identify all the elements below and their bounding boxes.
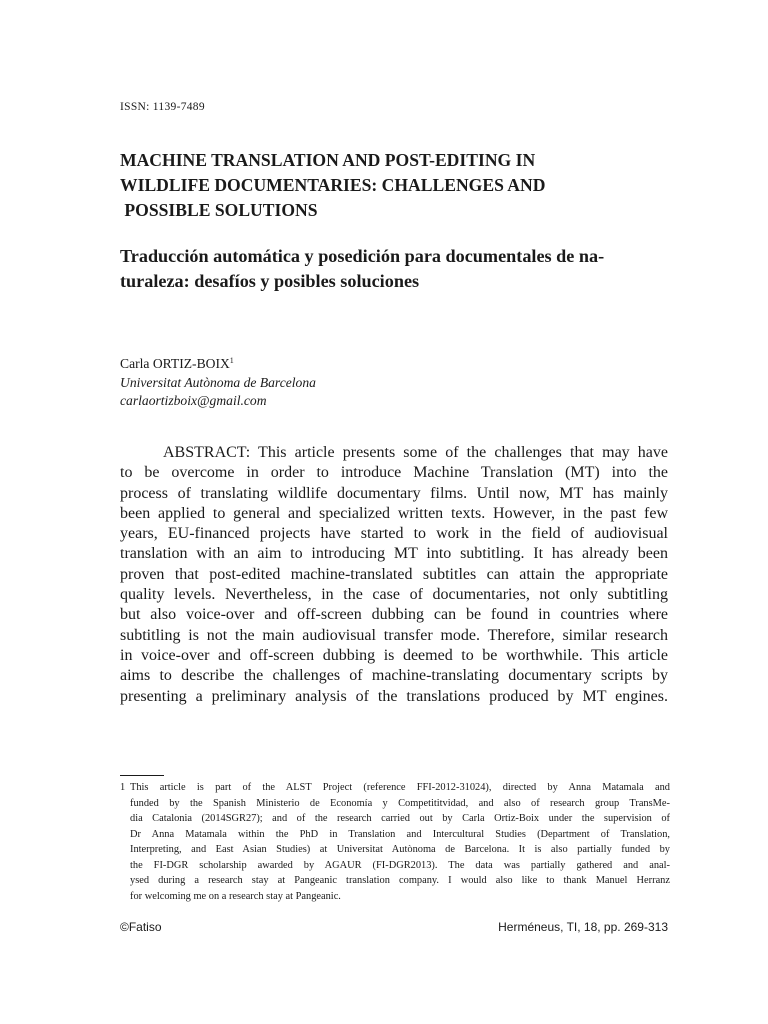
- abstract-line: subtitling is not the main audiovisual transfer mode. Therefore, similar research: [120, 626, 668, 644]
- article-title-spanish: [120, 244, 675, 294]
- abstract-line: presenting a preliminary analysis of the translations produced by MT engines.: [120, 687, 668, 705]
- abstract-line: years, EU-financed projects have started to work in the field of audiovisual: [120, 525, 668, 543]
- abstract-paragraph: [120, 443, 668, 707]
- author-name: Carla ORTIZ-BOIX: [120, 356, 230, 371]
- author-affiliation: Universitat Autònoma de Barcelona: [120, 374, 316, 390]
- abstract-line: ABSTRACT: This article presents some of the challenges that may have: [163, 444, 668, 461]
- footnote-line: funded by the Spanish Ministerio de Economía y Competititvidad, and also of research group TransMe-: [130, 797, 670, 809]
- abstract-line: process of translating wildlife documentary films. Until now, MT has mainly: [120, 484, 668, 502]
- title-es-line: Traducción automática y posedición para documentales de na-: [120, 246, 605, 266]
- issn-label: ISSN: 1139-7489: [120, 101, 205, 113]
- title-en-line: POSSIBLE SOLUTIONS: [120, 200, 318, 220]
- footnote-divider: [120, 775, 164, 776]
- footnote-line: Dr Anna Matamala within the PhD in Translation and Intercultural Studies (Department of Translation,: [130, 828, 670, 840]
- footer-citation: Herméneus, TI, 18, pp. 269-313: [498, 920, 668, 934]
- footnote-line: the FI-DGR scholarship awarded by AGAUR (FI-DGR2013). The data was partially gathered and anal-: [130, 859, 670, 871]
- author-block: [120, 352, 316, 411]
- abstract-line: translation with an aim to introducing MT into subtitling. It has already been: [120, 545, 668, 563]
- title-es-line: turaleza: desafíos y posibles soluciones: [120, 271, 420, 291]
- abstract-line: aims to describe the challenges of machine-translating documentary scripts by: [120, 667, 668, 685]
- author-email: carlaortizboix@gmail.com: [120, 393, 267, 408]
- footnote-number: 1: [120, 782, 126, 793]
- abstract-line: proven that post-edited machine-translated subtitles can attain the appropriate: [120, 565, 668, 583]
- abstract-line: but also voice-over and off-screen dubbing can be found in countries where: [120, 606, 668, 624]
- abstract-line: to be overcome in order to introduce Machine Translation (MT) into the: [120, 464, 668, 482]
- footnote-line: ysed during a research stay at Pangeanic translation company. I would also like to thank Manuel Herranz: [130, 875, 670, 886]
- footnote: [120, 780, 670, 904]
- article-title-english: [120, 148, 680, 223]
- title-en-line: MACHINE TRANSLATION AND POST-EDITING IN: [120, 150, 536, 170]
- footer-copyright: ©Fatiso: [120, 920, 162, 934]
- footnote-line: [120, 780, 670, 796]
- footnote-line-text: This article is part of the ALST Project (reference FFI-2012-31024), directed by Anna Matamala and: [130, 782, 670, 793]
- author-footnote-mark: 1: [229, 356, 234, 365]
- abstract-line: quality levels. Nevertheless, in the case of documentaries, not only subtitling: [120, 586, 668, 604]
- footnote-line: for welcoming me on a research stay at Pangeanic.: [130, 890, 341, 902]
- footnote-line: Interpreting, and East Asian Studies) at Universitat Autònoma de Barcelona. It is also partially funded by: [130, 844, 670, 855]
- title-en-line: WILDLIFE DOCUMENTARIES: CHALLENGES AND: [120, 175, 546, 195]
- abstract-line: in voice-over and off-screen dubbing is deemed to be worthwhile. This article: [120, 646, 668, 664]
- footnote-line: dia Catalonia (2014SGR27); and of the research carried out by Carla Ortiz-Boix under the supervision of: [130, 813, 670, 824]
- abstract-line: been applied to general and specialized written texts. However, in the past few: [120, 504, 668, 522]
